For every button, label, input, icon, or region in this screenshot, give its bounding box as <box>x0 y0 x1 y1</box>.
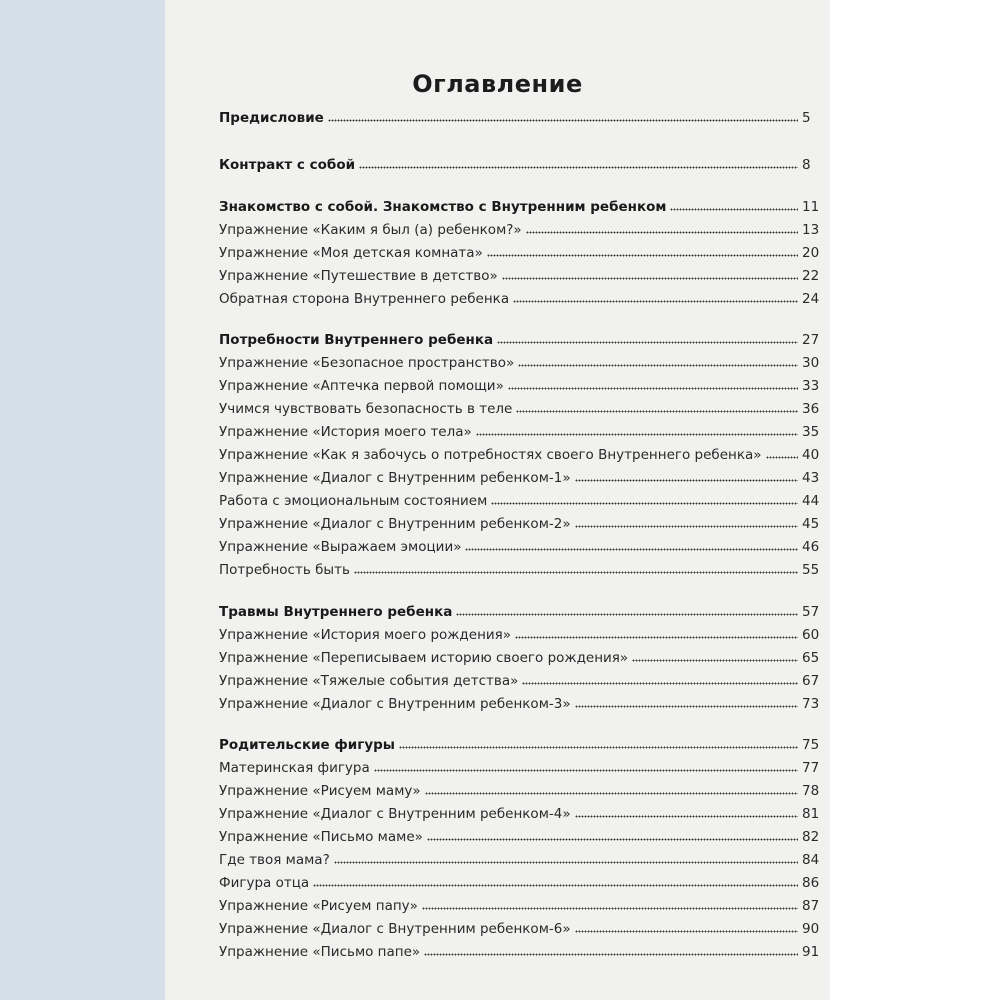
toc-entry-title: Знакомство с собой. Знакомство с Внутренним ребенком <box>219 199 667 215</box>
toc-page-number: 44 <box>802 493 820 509</box>
dot-leader <box>374 768 798 772</box>
toc-entry-title: Материнская фигура <box>219 760 370 776</box>
toc-entry-title: Упражнение «История моего рождения» <box>219 627 512 643</box>
dot-leader <box>313 883 798 887</box>
toc-entry-title: Упражнение «Письмо маме» <box>219 829 423 845</box>
toc-entry <box>219 646 830 666</box>
toc-entry <box>219 489 830 509</box>
toc-entry <box>219 940 830 960</box>
toc-page-number: 20 <box>802 245 820 261</box>
toc-entry-title: Упражнение «Безопасное пространство» <box>219 355 515 371</box>
toc-section <box>219 195 830 215</box>
toc-page-number: 11 <box>802 199 820 215</box>
toc-section <box>219 600 830 620</box>
toc-entry-title: Фигура отца <box>219 875 310 891</box>
toc-entry-title: Потребность быть <box>219 562 350 578</box>
dot-leader <box>575 929 798 933</box>
toc-page-number: 87 <box>802 898 820 914</box>
dot-leader <box>515 635 798 639</box>
toc-entry <box>219 420 830 440</box>
dot-leader <box>328 118 798 122</box>
toc-entry <box>219 825 830 845</box>
dot-leader <box>334 860 798 864</box>
toc-page-number: 82 <box>802 829 820 845</box>
toc-entry-title: Учимся чувствовать безопасность в теле <box>219 401 513 417</box>
toc-entry-title: Предисловие <box>219 110 324 126</box>
toc-entry-title: Упражнение «Выражаем эмоции» <box>219 539 462 555</box>
dot-leader <box>766 455 798 459</box>
toc-entry-title: Упражнение «Как я забочусь о потребностях своего Внутреннего ребенка» <box>219 447 762 463</box>
toc-page-number: 78 <box>802 783 820 799</box>
toc-entry-title: Упражнение «История моего тела» <box>219 424 472 440</box>
dot-leader <box>354 570 798 574</box>
dot-leader <box>526 230 798 234</box>
toc-page-number: 90 <box>802 921 820 937</box>
toc-page-number: 86 <box>802 875 820 891</box>
toc-page-number: 46 <box>802 539 820 555</box>
dot-leader <box>399 745 798 749</box>
dot-leader <box>575 704 798 708</box>
toc-entry <box>219 264 830 284</box>
toc-page-number: 33 <box>802 378 820 394</box>
toc-entry <box>219 466 830 486</box>
dot-leader <box>575 524 798 528</box>
toc-page-number: 67 <box>802 673 820 689</box>
toc-entry <box>219 374 830 394</box>
dot-leader <box>522 681 798 685</box>
toc-entry <box>219 848 830 868</box>
dot-leader <box>518 363 798 367</box>
toc-page-number: 84 <box>802 852 820 868</box>
toc-section <box>219 328 830 348</box>
dot-leader <box>670 207 798 211</box>
toc-page-number: 27 <box>802 332 820 348</box>
toc-entry-title: Упражнение «Переписываем историю своего рождения» <box>219 650 629 666</box>
dot-leader <box>465 547 798 551</box>
toc-entry <box>219 871 830 891</box>
toc-page-number: 5 <box>802 110 811 126</box>
book-page <box>165 0 830 1000</box>
dot-leader <box>427 837 798 841</box>
toc-entry-title: Упражнение «Диалог с Внутренним ребенком-6» <box>219 921 571 937</box>
dot-leader <box>508 386 798 390</box>
toc-page-number: 75 <box>802 737 820 753</box>
toc-entry-title: Обратная сторона Внутреннего ребенка <box>219 291 510 307</box>
dot-leader <box>359 165 798 169</box>
toc-entry <box>219 218 830 238</box>
toc-page-number: 73 <box>802 696 820 712</box>
toc-page-number: 57 <box>802 604 820 620</box>
toc-entry-title: Упражнение «Рисуем папу» <box>219 898 418 914</box>
toc-entry <box>219 779 830 799</box>
toc-page-number: 43 <box>802 470 820 486</box>
dot-leader <box>575 814 798 818</box>
toc-entry <box>219 669 830 689</box>
toc-entry-title: Потребности Внутреннего ребенка <box>219 332 494 348</box>
toc-page-number: 35 <box>802 424 820 440</box>
dot-leader <box>487 253 798 257</box>
toc-page-number: 45 <box>802 516 820 532</box>
toc-entry <box>219 512 830 532</box>
toc-entry-title: Упражнение «Каким я был (а) ребенком?» <box>219 222 522 238</box>
dot-leader <box>491 501 798 505</box>
toc-page-number: 30 <box>802 355 820 371</box>
dot-leader <box>502 276 798 280</box>
toc-entry-title: Упражнение «Диалог с Внутренним ребенком-3» <box>219 696 571 712</box>
toc-page-number: 13 <box>802 222 820 238</box>
toc-entry-title: Травмы Внутреннего ребенка <box>219 604 453 620</box>
dot-leader <box>422 906 798 910</box>
toc-page-number: 91 <box>802 944 820 960</box>
toc-entry-title: Упражнение «Тяжелые события детства» <box>219 673 519 689</box>
toc-page-number: 24 <box>802 291 820 307</box>
toc-page-number: 22 <box>802 268 820 284</box>
dot-leader <box>575 478 798 482</box>
toc-entry-title: Контракт с собой <box>219 157 356 173</box>
background-left <box>0 0 165 1000</box>
toc-entry-title: Упражнение «Диалог с Внутренним ребенком-4» <box>219 806 571 822</box>
toc-entry-title: Упражнение «Моя детская комната» <box>219 245 483 261</box>
toc-entry <box>219 351 830 371</box>
toc-entry <box>219 623 830 643</box>
toc-entry <box>219 692 830 712</box>
toc-section <box>219 153 830 173</box>
toc-entry <box>219 287 830 307</box>
dot-leader <box>497 340 798 344</box>
toc-entry <box>219 443 830 463</box>
dot-leader <box>424 952 798 956</box>
toc-entry <box>219 802 830 822</box>
toc-entry-title: Упражнение «Рисуем маму» <box>219 783 421 799</box>
dot-leader <box>456 612 798 616</box>
dot-leader <box>513 299 798 303</box>
toc-entry <box>219 558 830 578</box>
toc-entry-title: Родительские фигуры <box>219 737 395 753</box>
toc-page-number: 40 <box>802 447 820 463</box>
dot-leader <box>632 658 798 662</box>
toc-entry <box>219 756 830 776</box>
toc-entry-title: Упражнение «Путешествие в детство» <box>219 268 498 284</box>
toc-entry <box>219 894 830 914</box>
toc-entry <box>219 397 830 417</box>
toc-entry-title: Работа с эмоциональным состоянием <box>219 493 488 509</box>
dot-leader <box>516 409 798 413</box>
toc-entry-title: Где твоя мама? <box>219 852 330 868</box>
toc-page-number: 77 <box>802 760 820 776</box>
toc-section <box>219 106 830 126</box>
toc-page-number: 65 <box>802 650 820 666</box>
toc-entry-title: Упражнение «Аптечка первой помощи» <box>219 378 504 394</box>
dot-leader <box>425 791 798 795</box>
toc-page-number: 8 <box>802 157 811 173</box>
toc-entry <box>219 241 830 261</box>
toc-page-number: 81 <box>802 806 820 822</box>
toc-entry-title: Упражнение «Письмо папе» <box>219 944 421 960</box>
page-title: Оглавление <box>412 70 583 98</box>
toc-entry <box>219 917 830 937</box>
dot-leader <box>476 432 798 436</box>
toc-section <box>219 733 830 753</box>
toc-page-number: 60 <box>802 627 820 643</box>
toc-entry <box>219 535 830 555</box>
toc-entry-title: Упражнение «Диалог с Внутренним ребенком-2» <box>219 516 571 532</box>
toc-entry-title: Упражнение «Диалог с Внутренним ребенком-1» <box>219 470 571 486</box>
toc-page-number: 36 <box>802 401 820 417</box>
background-right <box>830 0 1000 1000</box>
toc-page-number: 55 <box>802 562 820 578</box>
